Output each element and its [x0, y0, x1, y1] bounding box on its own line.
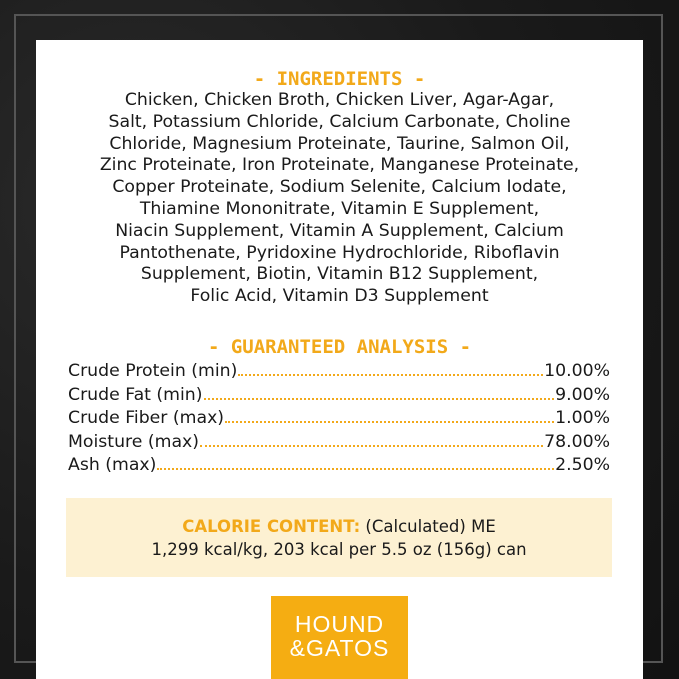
ingredients-line: Folic Acid, Vitamin D3 Supplement — [190, 286, 489, 307]
analysis-label: Crude Fat (min) — [68, 384, 203, 405]
ingredients-title: - INGREDIENTS - — [253, 68, 426, 90]
calorie-method: (Calculated) ME — [360, 517, 496, 536]
nutrition-panel — [36, 40, 643, 679]
analysis-row — [68, 385, 610, 409]
ingredients-line: Chloride, Magnesium Proteinate, Taurine, Salmon Oil, — [109, 133, 570, 154]
ingredients-line: Zinc Proteinate, Iron Proteinate, Manganese Proteinate, — [99, 155, 580, 176]
analysis-label: Ash (max) — [68, 455, 157, 475]
ingredients-line: Salt, Potassium Chloride, Calcium Carbonate, Choline — [108, 111, 571, 132]
logo-line-2: &GATOS — [289, 635, 390, 661]
analysis-row — [68, 361, 610, 385]
analysis-value: 1.00% — [555, 408, 610, 428]
calorie-label: CALORIE CONTENT: — [182, 517, 361, 536]
ingredients-line: Thiamine Mononitrate, Vitamin E Supplement, — [139, 198, 540, 219]
calorie-line-2: 1,299 kcal/kg, 203 kcal per 5.5 oz (156g) can — [151, 540, 527, 559]
analysis-value: 2.50% — [555, 455, 610, 475]
calorie-content-box — [66, 498, 612, 577]
analysis-label: Crude Fiber (max) — [68, 408, 225, 428]
ingredients-line: Supplement, Biotin, Vitamin B12 Supplement, — [140, 264, 539, 285]
analysis-label: Crude Protein (min) — [68, 361, 238, 381]
ingredients-line: Pantothenate, Pyridoxine Hydrochloride, Riboflavin — [119, 242, 560, 263]
analysis-row — [68, 408, 610, 432]
dot-leader — [238, 373, 543, 376]
dot-leader — [225, 420, 554, 423]
dot-leader — [204, 397, 555, 400]
logo-line-1: HOUND — [294, 611, 385, 637]
brand-logo — [271, 596, 408, 679]
analysis-value: 10.00% — [544, 361, 610, 381]
dot-leader — [157, 467, 554, 470]
analysis-label: Moisture (max) — [68, 431, 200, 452]
ingredients-list — [64, 90, 615, 308]
ingredients-line: Chicken, Chicken Broth, Chicken Liver, Agar-Agar, — [124, 90, 555, 110]
dot-leader — [200, 444, 543, 447]
analysis-row — [68, 455, 610, 479]
calorie-line-1 — [66, 515, 612, 538]
analysis-value: 9.00% — [555, 384, 610, 405]
analysis-row — [68, 432, 610, 456]
analysis-value: 78.00% — [544, 431, 610, 452]
ingredients-line: Copper Proteinate, Sodium Selenite, Calcium Iodate, — [112, 177, 567, 198]
guaranteed-analysis-table — [68, 361, 610, 479]
guaranteed-analysis-title: - GUARANTEED ANALYSIS - — [207, 336, 472, 358]
ingredients-line: Niacin Supplement, Vitamin A Supplement, Calcium — [115, 220, 564, 241]
